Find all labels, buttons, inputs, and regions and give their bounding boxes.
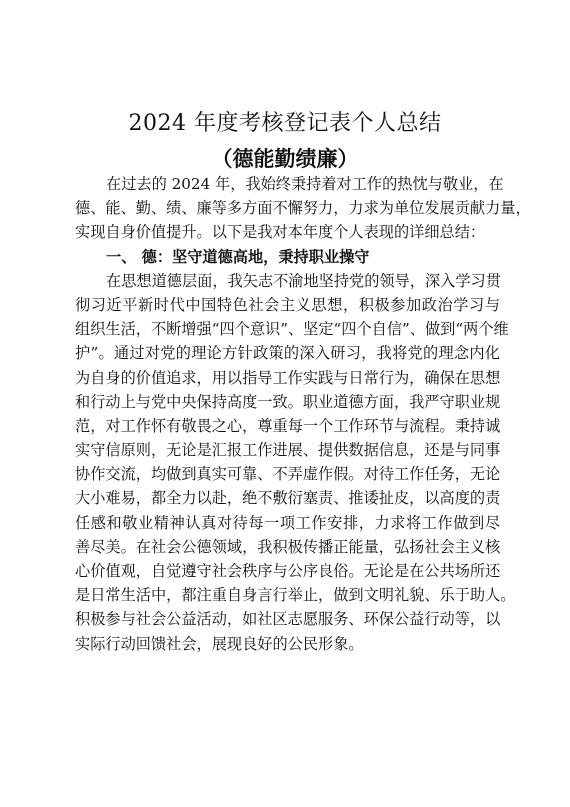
section-line-10: 大小难易，都全力以赴，绝不敷衍塞责、推诿扯皮，以高度的责 bbox=[75, 489, 501, 508]
section-line-2: 彻习近平新时代中国特色社会主义思想，积极参加政治学习与 bbox=[75, 295, 500, 314]
section-line-1: 在思想道德层面，我矢志不渝地坚持党的领导，深入学习贯 bbox=[106, 271, 501, 290]
section-line-9: 协作交流，均做到真实可靠、不弄虚作假。对待工作任务，无论 bbox=[75, 465, 501, 484]
intro-line-2: 德、能、勤、绩、廉等多方面不懈努力，力求为单位发展贡献力量， bbox=[75, 199, 531, 218]
section-heading-de: 一、 德：坚守道德高地，秉持职业操守 bbox=[106, 247, 370, 266]
section-line-7: 范，对工作怀有敬畏之心，尊重每一个工作环节与流程。秉持诚 bbox=[75, 416, 501, 435]
section-line-8: 实守信原则，无论是汇报工作进展、提供数据信息，还是与同事 bbox=[75, 441, 501, 460]
section-line-16: 实际行动回馈社会，展现良好的公民形象。 bbox=[75, 634, 364, 653]
document-title: 2024 年度考核登记表个人总结 bbox=[128, 111, 442, 136]
section-line-11: 任感和敬业精神认真对待每一项工作安排，力求将工作做到尽 bbox=[75, 513, 500, 532]
section-line-14: 是日常生活中，都注重自身言行举止，做到文明礼貌、乐于助人。 bbox=[75, 586, 516, 605]
section-line-13: 心价值观，自觉遵守社会秩序与公序良俗。无论是在公共场所还 bbox=[75, 562, 501, 580]
document-body bbox=[75, 172, 531, 656]
section-line-4: 护”。通过对党的理论方针政策的深入研习，我将党的理念内化 bbox=[75, 344, 500, 363]
document-subtitle: （德能勤绩廉） bbox=[211, 146, 359, 171]
section-line-15: 积极参与社会公益活动，如社区志愿服务、环保公益行动等，以 bbox=[75, 610, 501, 629]
intro-line-3: 实现自身价值提升。以下是我对本年度个人表现的详细总结： bbox=[75, 223, 486, 242]
intro-line-1: 在过去的 2024 年，我始终秉持着对工作的热忱与敬业，在 bbox=[106, 175, 504, 193]
section-line-6: 和行动上与党中央保持高度一致。职业道德方面，我严守职业规 bbox=[75, 392, 501, 411]
section-line-5: 为自身的价值追求，用以指导工作实践与日常行为，确保在思想 bbox=[75, 368, 501, 387]
section-line-3: 组织生活，不断增强“四个意识”、坚定“四个自信”、做到“两个维 bbox=[75, 320, 509, 339]
section-line-12: 善尽美。在社会公德领域，我积极传播正能量，弘扬社会主义核 bbox=[75, 537, 501, 556]
